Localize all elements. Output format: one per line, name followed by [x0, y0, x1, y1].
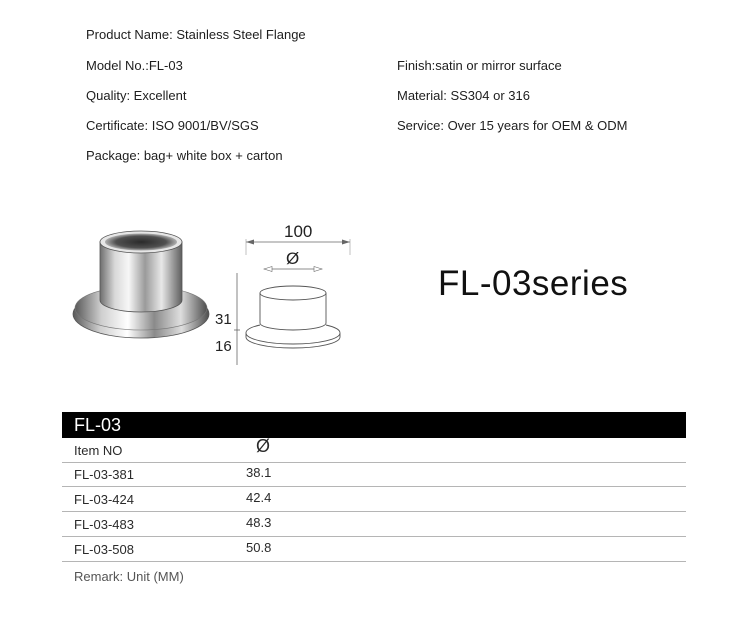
spec-quality: Quality: Excellent: [86, 88, 187, 103]
diameter-cell: 38.1: [246, 465, 272, 480]
spec-material: Material: SS304 or 316: [397, 88, 530, 103]
diameter-cell: 42.4: [246, 490, 272, 505]
table-header: FL-03: [62, 412, 686, 438]
column-item-no: Item NO: [74, 443, 123, 458]
diameter-symbol: Ø: [286, 249, 300, 268]
height-top-label: 31: [215, 311, 232, 328]
diameter-cell: 48.3: [246, 515, 272, 530]
spec-finish: Finish:satin or mirror surface: [397, 58, 562, 73]
table-row: [62, 537, 686, 562]
product-photo: [66, 222, 216, 344]
spec-product-name: Product Name: Stainless Steel Flange: [86, 27, 306, 42]
spec-package: Package: bag+ white box + carton: [86, 148, 283, 163]
item-no-cell: FL-03-483: [74, 517, 134, 532]
item-no-cell: FL-03-424: [74, 492, 134, 507]
spec-service: Service: Over 15 years for OEM & ODM: [397, 118, 628, 133]
series-title: FL-03series: [438, 264, 629, 303]
table-column-header-row: [62, 438, 686, 463]
table-row: [62, 462, 686, 487]
item-no-cell: FL-03-508: [74, 542, 134, 557]
technical-drawing: [210, 215, 360, 375]
width-label: 100: [284, 222, 313, 241]
table-row: [62, 512, 686, 537]
spec-model-no: Model No.:FL-03: [86, 58, 183, 73]
height-bottom-label: 16: [215, 338, 232, 355]
table-row: [62, 487, 686, 512]
column-diameter: Ø: [256, 436, 271, 456]
remark-text: Remark: Unit (MM): [74, 569, 184, 584]
item-no-cell: FL-03-381: [74, 467, 134, 482]
spec-certificate: Certificate: ISO 9001/BV/SGS: [86, 118, 259, 133]
diameter-cell: 50.8: [246, 540, 272, 555]
